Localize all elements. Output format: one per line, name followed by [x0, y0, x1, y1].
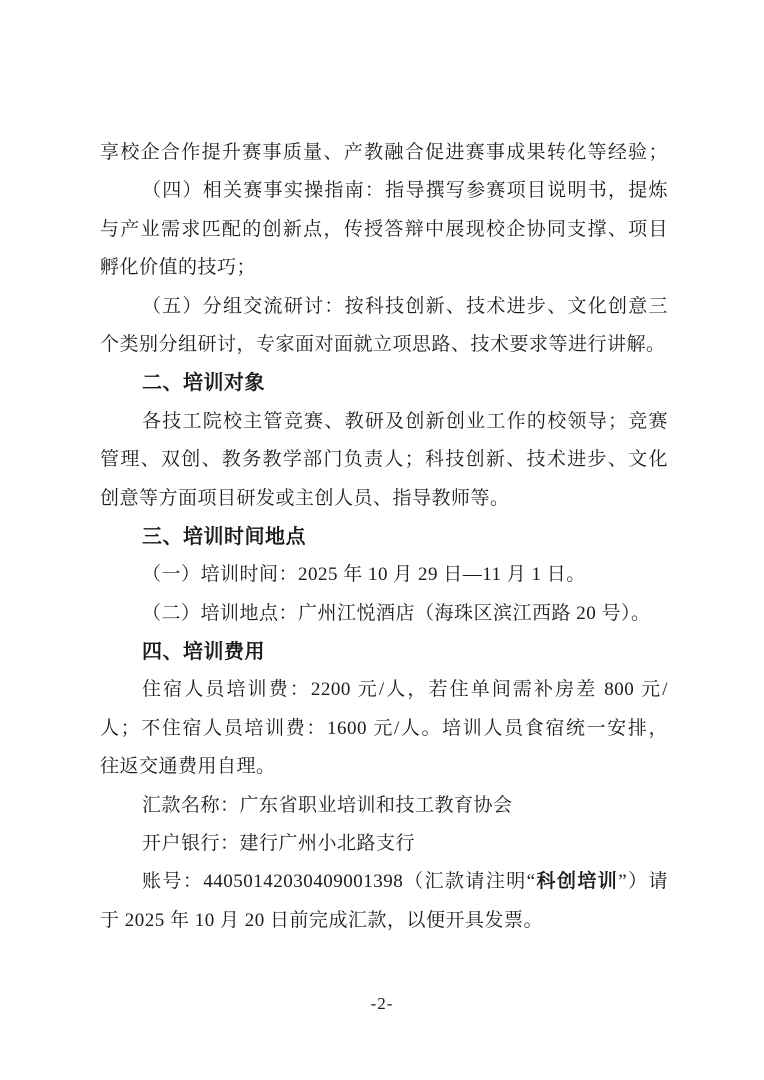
text-line	[100, 671, 668, 709]
text-run: 科创培训	[535, 871, 619, 893]
text-run: 各技工院校主管竞赛、教研及创新创业工作的校领导；竞赛	[142, 410, 668, 432]
text-line	[100, 134, 668, 172]
text-run: 二、培训对象	[142, 372, 265, 395]
text-run: （四）相关赛事实操指南：指导撰写参赛项目说明书，提炼	[142, 180, 668, 202]
text-run: 孵化价值的技巧；	[100, 257, 257, 279]
text-line	[100, 480, 668, 518]
text-run: 开户银行：建行广州小北路支行	[142, 833, 416, 855]
text-run: （二）培训地点：广州江悦酒店（海珠区滨江西路 20 号）。	[142, 602, 651, 624]
text-run: 住宿人员培训费：2200 元/人，若住单间需补房差 800 元/	[142, 679, 668, 701]
text-run: 四、培训费用	[142, 641, 265, 664]
text-line	[100, 288, 668, 326]
text-line	[100, 326, 668, 364]
text-run: 管理、双创、教务教学部门负责人；科技创新、技术进步、文化	[100, 449, 668, 471]
text-run: 汇款名称：广东省职业培训和技工教育协会	[142, 794, 513, 816]
text-run: 于 2025 年 10 月 20 日前完成汇款，以便开具发票。	[100, 909, 544, 931]
text-run: 与产业需求匹配的创新点，传授答辩中展现校企协同支撑、项目	[100, 218, 668, 240]
text-run: 往返交通费用自理。	[100, 756, 276, 778]
text-line	[100, 172, 668, 210]
section-heading	[100, 518, 668, 556]
text-line	[100, 556, 668, 594]
text-line	[100, 211, 668, 249]
text-line	[100, 863, 668, 901]
section-heading	[100, 633, 668, 671]
text-run: 创意等方面项目研发或主创人员、指导教师等。	[100, 487, 510, 509]
section-heading	[100, 364, 668, 402]
text-run: 人；不住宿人员培训费：1600 元/人。培训人员食宿统一安排，	[100, 717, 668, 739]
text-line	[100, 902, 668, 940]
text-run: 个类别分组研讨，专家面对面就立项思路、技术要求等进行讲解。	[100, 333, 666, 355]
text-line	[100, 787, 668, 825]
page-number: -2-	[370, 994, 394, 1013]
text-run: 享校企合作提升赛事质量、产教融合促进赛事成果转化等经验；	[100, 142, 668, 163]
text-run: 三、培训时间地点	[142, 525, 306, 548]
text-line	[100, 710, 668, 748]
text-run: （一）培训时间：2025 年 10 月 29 日—11 月 1 日。	[142, 564, 586, 586]
text-run: ”）请	[618, 871, 668, 893]
text-line	[100, 825, 668, 863]
text-line	[100, 441, 668, 479]
text-run: 账号：44050142030409001398（汇款请注明“	[142, 871, 536, 893]
document-body	[100, 134, 668, 940]
text-run: （五）分组交流研讨：按科技创新、技术进步、文化创意三	[142, 295, 668, 317]
text-line	[100, 249, 668, 287]
text-line	[100, 403, 668, 441]
text-line	[100, 748, 668, 786]
text-line	[100, 595, 668, 633]
